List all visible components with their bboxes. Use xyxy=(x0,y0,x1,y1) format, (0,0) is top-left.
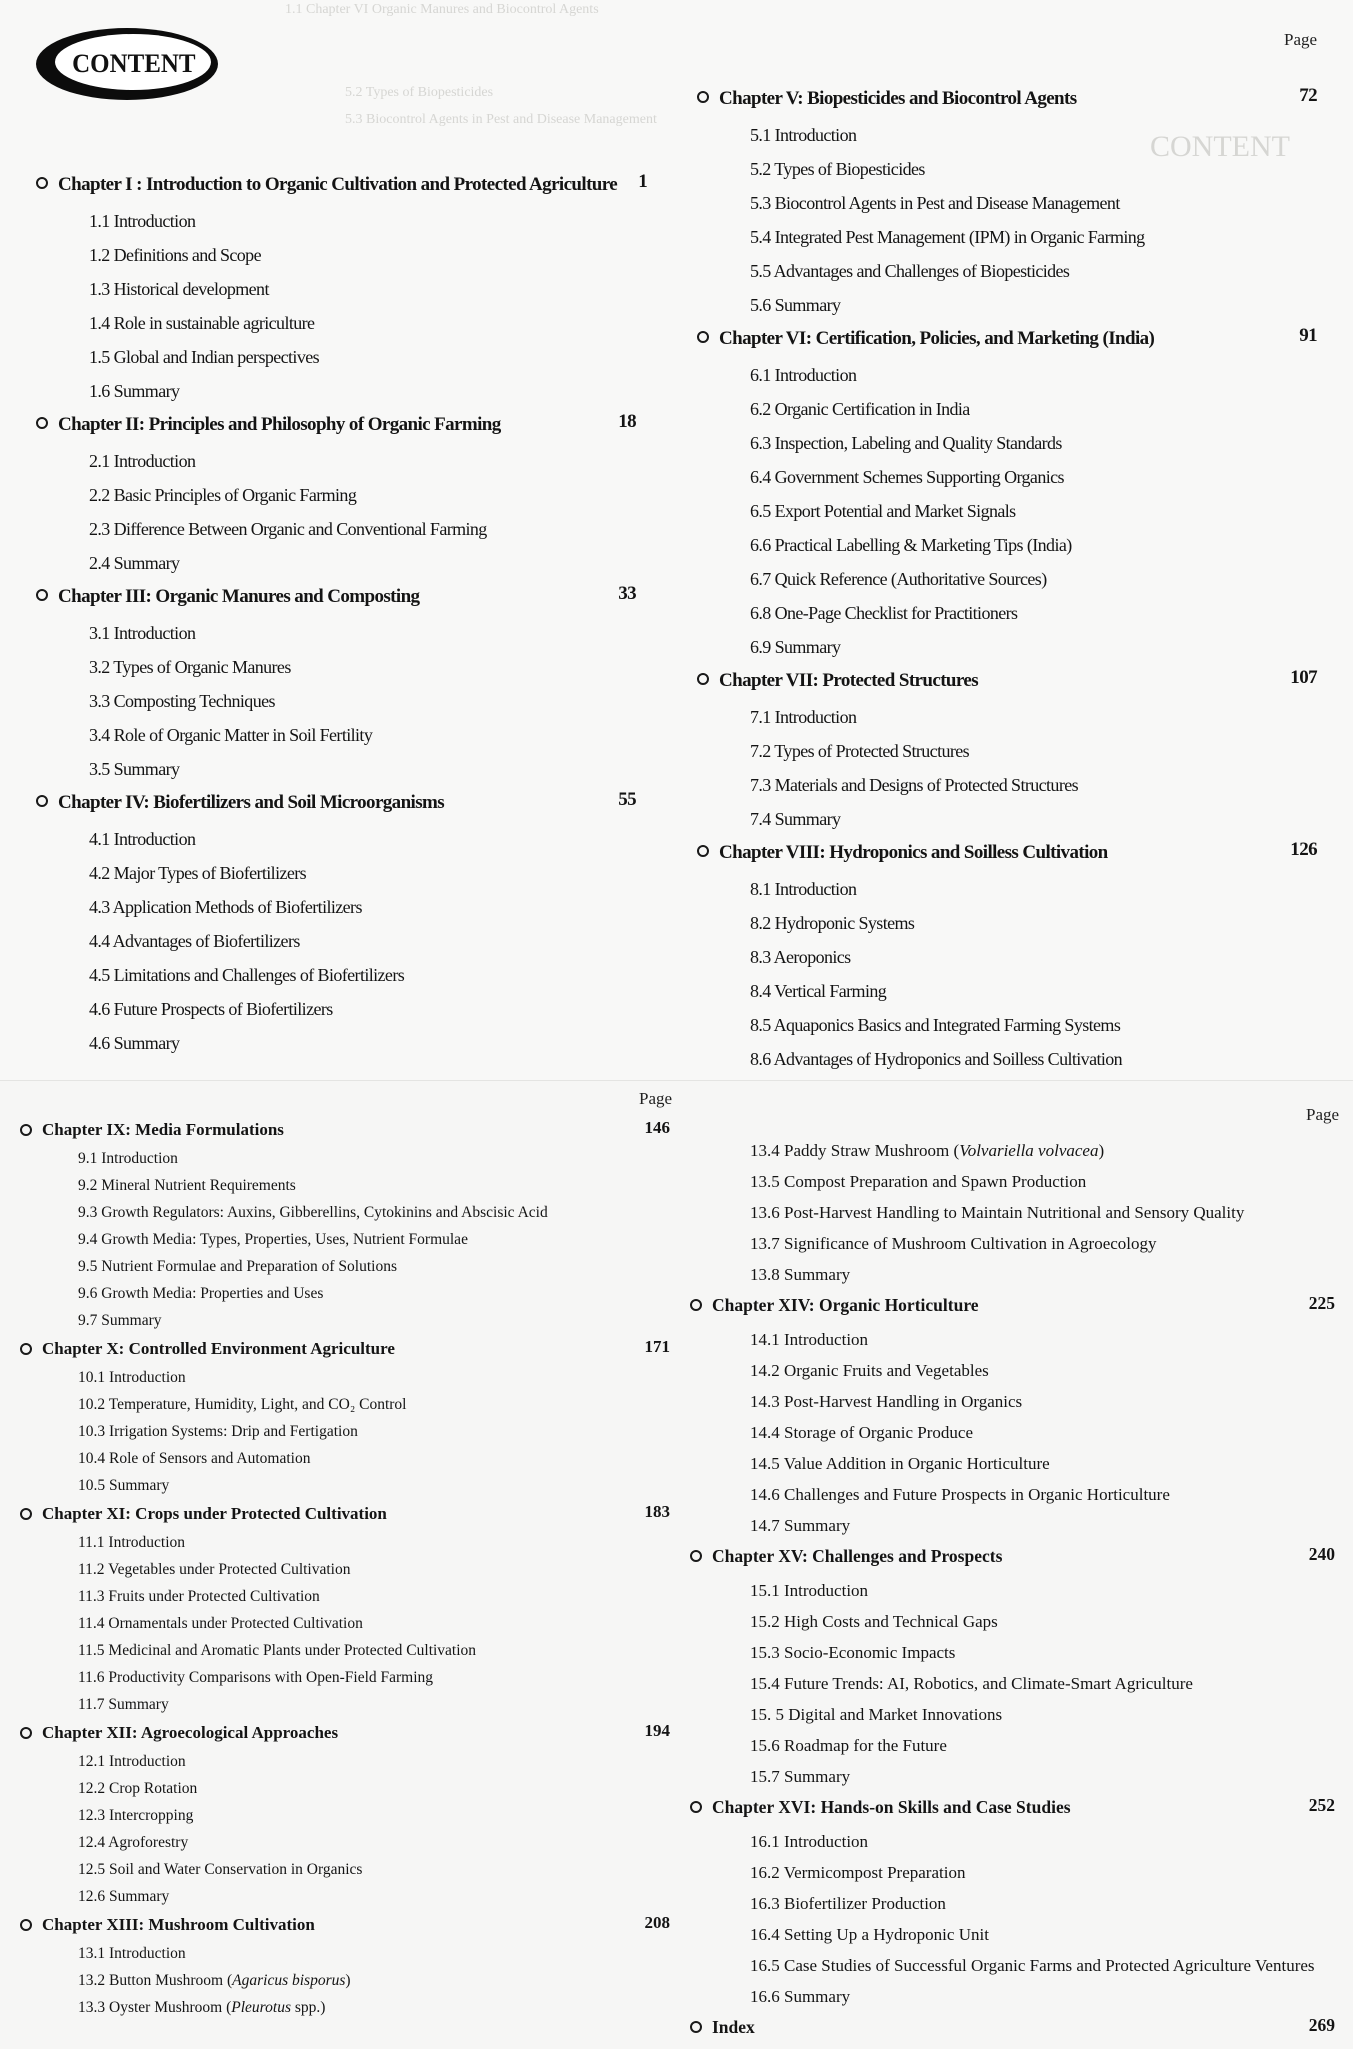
section-entry[interactable]: 14.5 Value Addition in Organic Horticulture xyxy=(750,1454,1050,1473)
section-entry[interactable]: 16.6 Summary xyxy=(750,1987,851,2006)
section-entry[interactable]: 13.1 Introduction xyxy=(78,1945,186,1962)
chapter-page-number: 1 xyxy=(638,171,648,192)
bullet-circle-icon xyxy=(20,1727,32,1739)
section-list xyxy=(20,1145,670,1334)
bullet-circle-icon xyxy=(20,1343,32,1355)
section-list xyxy=(20,1529,670,1718)
chapter-page-number: 33 xyxy=(618,583,636,604)
chapter-entry[interactable] xyxy=(697,667,1317,700)
chapter-title: Chapter X: Controlled Environment Agriculture xyxy=(42,1339,395,1358)
section-entry[interactable]: 15.7 Summary xyxy=(750,1767,851,1786)
chapter-entry[interactable] xyxy=(697,85,1317,118)
chapter-entry[interactable] xyxy=(36,789,636,822)
section-entry[interactable]: 11.4 Ornamentals under Protected Cultivation xyxy=(78,1615,363,1632)
section-list xyxy=(690,1324,1335,1541)
section-entry[interactable]: 12.2 Crop Rotation xyxy=(78,1780,198,1797)
section-list xyxy=(690,1135,1335,1290)
section-entry[interactable]: 6.5 Export Potential and Market Signals xyxy=(750,501,1016,521)
svg-text:CONTENT: CONTENT xyxy=(72,48,196,79)
section-entry[interactable]: 12.6 Summary xyxy=(78,1888,170,1905)
section-entry[interactable]: 5.2 Types of Biopesticides xyxy=(750,159,925,179)
section-entry[interactable]: 12.3 Intercropping xyxy=(78,1807,194,1824)
section-entry[interactable]: 4.6 Summary xyxy=(89,1033,180,1053)
section-entry[interactable]: 8.2 Hydroponic Systems xyxy=(750,913,915,933)
section-entry[interactable]: 16.2 Vermicompost Preparation xyxy=(750,1863,966,1882)
section-entry[interactable]: 15.6 Roadmap for the Future xyxy=(750,1736,947,1755)
chapter-entry[interactable] xyxy=(36,583,636,616)
chapter-title: Chapter III: Organic Manures and Composting xyxy=(58,586,420,607)
section-entry[interactable]: 8.3 Aeroponics xyxy=(750,947,851,967)
toc-column-bottom-right xyxy=(690,1135,1335,2046)
section-entry[interactable]: 10.3 Irrigation Systems: Drip and Fertigation xyxy=(78,1423,358,1440)
chapter-entry[interactable] xyxy=(697,325,1317,358)
section-entry[interactable]: 13.8 Summary xyxy=(750,1265,851,1284)
chapter-title: Chapter XIII: Mushroom Cultivation xyxy=(42,1915,315,1934)
section-list xyxy=(36,444,636,580)
section-entry[interactable]: 6.8 One-Page Checklist for Practitioners xyxy=(750,603,1018,623)
chapter-title: Chapter IV: Biofertilizers and Soil Microorganisms xyxy=(58,792,445,813)
section-entry[interactable]: 9.7 Summary xyxy=(78,1312,162,1329)
section-entry[interactable]: 14.2 Organic Fruits and Vegetables xyxy=(750,1361,989,1380)
section-entry[interactable]: 11.7 Summary xyxy=(78,1696,169,1713)
chapter-title: Chapter IX: Media Formulations xyxy=(42,1120,284,1139)
section-entry[interactable]: 1.4 Role in sustainable agriculture xyxy=(89,313,315,333)
bullet-circle-icon xyxy=(36,177,48,189)
section-entry[interactable]: 13.3 Oyster Mushroom (Pleurotus spp.) xyxy=(78,1999,326,2016)
section-entry[interactable]: 11.3 Fruits under Protected Cultivation xyxy=(78,1588,320,1605)
chapter-title: Chapter I : Introduction to Organic Cultivation and Protected Agriculture xyxy=(58,174,618,195)
section-list xyxy=(697,700,1317,836)
section-entry[interactable]: 11.2 Vegetables under Protected Cultivation xyxy=(78,1561,351,1578)
section-entry[interactable]: 1.5 Global and Indian perspectives xyxy=(89,347,320,367)
section-entry[interactable]: 9.1 Introduction xyxy=(78,1150,178,1167)
bullet-circle-icon xyxy=(36,795,48,807)
chapter-page-number: 240 xyxy=(1308,1544,1335,1564)
chapter-title: Chapter VIII: Hydroponics and Soilless Cultivation xyxy=(719,842,1108,863)
section-entry[interactable]: 1.1 Introduction xyxy=(89,211,196,231)
chapter-page-number: 18 xyxy=(618,411,636,432)
section-entry[interactable]: 6.1 Introduction xyxy=(750,365,857,385)
chapter-title: Chapter XIV: Organic Horticulture xyxy=(712,1295,979,1315)
section-entry[interactable]: 4.5 Limitations and Challenges of Biofertilizers xyxy=(89,965,405,985)
section-entry[interactable]: 5.3 Biocontrol Agents in Pest and Disease Management xyxy=(750,193,1120,213)
section-entry[interactable]: 3.1 Introduction xyxy=(89,623,196,643)
section-list xyxy=(697,358,1317,664)
chapter-entry[interactable] xyxy=(36,171,648,204)
page-column-label-bottom-left: Page xyxy=(639,1089,673,1108)
section-entry[interactable]: 16.1 Introduction xyxy=(750,1832,869,1851)
section-entry[interactable]: 5.1 Introduction xyxy=(750,125,857,145)
section-entry[interactable]: 10.1 Introduction xyxy=(78,1369,186,1386)
section-entry[interactable]: 8.1 Introduction xyxy=(750,879,857,899)
section-entry[interactable]: 15.4 Future Trends: AI, Robotics, and Climate-Smart Agriculture xyxy=(750,1674,1193,1693)
section-entry[interactable]: 6.3 Inspection, Labeling and Quality Standards xyxy=(750,433,1062,453)
bullet-circle-icon xyxy=(697,845,709,857)
section-entry[interactable]: 14.7 Summary xyxy=(750,1516,851,1535)
toc-column-bottom-left xyxy=(20,1115,670,2021)
chapter-entry[interactable] xyxy=(690,1795,1335,1826)
section-entry[interactable]: 13.5 Compost Preparation and Spawn Production xyxy=(750,1172,1087,1191)
bullet-circle-icon xyxy=(690,1550,702,1562)
section-entry[interactable]: 2.3 Difference Between Organic and Conventional Farming xyxy=(89,519,487,539)
chapter-page-number: 146 xyxy=(644,1118,670,1137)
bullet-circle-icon xyxy=(690,1299,702,1311)
section-list xyxy=(20,1364,670,1499)
section-entry[interactable]: 1.3 Historical development xyxy=(89,279,269,299)
section-entry[interactable]: 5.6 Summary xyxy=(750,295,841,315)
chapter-entry[interactable] xyxy=(690,1293,1335,1324)
section-entry[interactable]: 2.2 Basic Principles of Organic Farming xyxy=(89,485,357,505)
page-column-label-bottom-right: Page xyxy=(1306,1105,1340,1124)
section-list xyxy=(690,1826,1335,2012)
chapter-entry[interactable] xyxy=(20,1913,670,1940)
bullet-circle-icon xyxy=(36,589,48,601)
section-entry[interactable]: 15.2 High Costs and Technical Gaps xyxy=(750,1612,998,1631)
section-entry[interactable]: 12.1 Introduction xyxy=(78,1753,186,1770)
section-entry[interactable]: 6.6 Practical Labelling & Marketing Tips (India) xyxy=(750,535,1072,555)
chapter-title: Chapter XI: Crops under Protected Cultivation xyxy=(42,1504,387,1523)
bullet-circle-icon xyxy=(690,2021,702,2033)
section-entry[interactable]: 1.6 Summary xyxy=(89,381,180,401)
chapter-title: Chapter XV: Challenges and Prospects xyxy=(712,1546,1003,1566)
chapter-entry[interactable] xyxy=(690,1544,1335,1575)
section-entry[interactable]: 9.4 Growth Media: Types, Properties, Uses, Nutrient Formulae xyxy=(78,1231,468,1248)
section-entry[interactable]: 7.3 Materials and Designs of Protected Structures xyxy=(750,775,1079,795)
chapter-entry[interactable] xyxy=(697,839,1317,872)
section-entry[interactable]: 13.2 Button Mushroom (Agaricus bisporus) xyxy=(78,1972,351,1989)
section-entry[interactable]: 14.6 Challenges and Future Prospects in Organic Horticulture xyxy=(750,1485,1170,1504)
section-entry[interactable]: 5.5 Advantages and Challenges of Biopesticides xyxy=(750,261,1070,281)
bullet-circle-icon xyxy=(697,331,709,343)
chapter-title: Chapter V: Biopesticides and Biocontrol Agents xyxy=(719,88,1077,109)
section-entry[interactable]: 9.2 Mineral Nutrient Requirements xyxy=(78,1177,296,1194)
section-entry[interactable]: 13.7 Significance of Mushroom Cultivation in Agroecology xyxy=(750,1234,1157,1253)
section-entry[interactable]: 5.4 Integrated Pest Management (IPM) in Organic Farming xyxy=(750,227,1145,247)
section-entry[interactable]: 6.7 Quick Reference (Authoritative Sources) xyxy=(750,569,1047,589)
chapter-page-number: 91 xyxy=(1299,325,1317,346)
chapter-entry[interactable] xyxy=(690,2015,1335,2046)
chapter-entry[interactable] xyxy=(20,1337,670,1364)
bullet-circle-icon xyxy=(690,1801,702,1813)
section-entry[interactable]: 3.2 Types of Organic Manures xyxy=(89,657,291,677)
section-entry[interactable]: 13.6 Post-Harvest Handling to Maintain Nutritional and Sensory Quality xyxy=(750,1203,1245,1222)
section-entry[interactable]: 6.2 Organic Certification in India xyxy=(750,399,970,419)
section-entry[interactable]: 7.2 Types of Protected Structures xyxy=(750,741,970,761)
section-entry[interactable]: 7.1 Introduction xyxy=(750,707,857,727)
section-entry[interactable]: 11.1 Introduction xyxy=(78,1534,186,1551)
section-entry[interactable]: 8.4 Vertical Farming xyxy=(750,981,887,1001)
chapter-page-number: 208 xyxy=(644,1913,670,1932)
toc-column-top-left xyxy=(36,168,648,1060)
section-entry[interactable]: 14.3 Post-Harvest Handling in Organics xyxy=(750,1392,1023,1411)
section-entry[interactable]: 11.6 Productivity Comparisons with Open-Field Farming xyxy=(78,1669,434,1686)
section-entry[interactable]: 6.4 Government Schemes Supporting Organics xyxy=(750,467,1064,487)
bullet-circle-icon xyxy=(697,673,709,685)
section-entry[interactable]: 7.4 Summary xyxy=(750,809,841,829)
section-entry[interactable]: 4.1 Introduction xyxy=(89,829,196,849)
section-entry[interactable]: 10.2 Temperature, Humidity, Light, and CO₂ Control xyxy=(78,1396,407,1413)
section-entry[interactable]: 8.5 Aquaponics Basics and Integrated Farming Systems xyxy=(750,1015,1121,1035)
bullet-circle-icon xyxy=(20,1919,32,1931)
section-entry[interactable]: 12.5 Soil and Water Conservation in Organics xyxy=(78,1861,363,1878)
section-entry[interactable]: 3.3 Composting Techniques xyxy=(89,691,275,711)
section-entry[interactable]: 13.4 Paddy Straw Mushroom (Volvariella volvacea) xyxy=(750,1141,1105,1160)
toc-column-top-right xyxy=(697,82,1317,1144)
chapter-page-number: 183 xyxy=(644,1502,670,1521)
section-entry[interactable]: 11.5 Medicinal and Aromatic Plants under Protected Cultivation xyxy=(78,1642,477,1659)
bullet-circle-icon xyxy=(697,91,709,103)
section-entry[interactable]: 3.5 Summary xyxy=(89,759,180,779)
section-entry[interactable]: 4.6 Future Prospects of Biofertilizers xyxy=(89,999,333,1019)
content-logo xyxy=(34,26,220,102)
section-entry[interactable]: 9.5 Nutrient Formulae and Preparation of Solutions xyxy=(78,1258,397,1275)
chapter-entry[interactable] xyxy=(20,1721,670,1748)
section-entry[interactable]: 2.1 Introduction xyxy=(89,451,196,471)
chapter-title: Chapter XII: Agroecological Approaches xyxy=(42,1723,339,1742)
section-list xyxy=(20,1748,670,1910)
chapter-page-number: 171 xyxy=(644,1337,670,1356)
page-column-label: Page xyxy=(1284,30,1318,49)
bullet-circle-icon xyxy=(36,417,48,429)
chapter-title: Chapter VII: Protected Structures xyxy=(719,670,979,691)
toc-page-top: CONTENT Page 1.1 Chapter VI Organic Manures and Biocontrol Agents 5.2 Types of Biopesticides 5.3 Biocontrol Agents in Pest and Disease Management CONTENT Chapter I : Introduction to Organic Cultivation and Protected Agriculture 1 1.1 Introduction 1.2 Definitions and Scope 1.3 Historical development 1.4 Role in sustainable agriculture 1.5 Global and Indian perspectives 1.6 Summary Chapter II: Principles and Philosophy of Organic Farming 18 2.1 Introduction 2.2 Basic Principles of Organic Farming 2.3 Difference Between Organic and Conventional Farming 2.4 Summary Chapter III: Organic Manures and Composting 33 3.1 Introduction 3.2 Types of Organic Manures 3.3 Composting Techniques 3.4 Role of Organic Matter in Soil Fertility 3.5 Summary Chapter IV: Biofertilizers and Soil Microorganisms 55 4.1 Introduction 4.2 Major Types of Biofertilizers 4.3 Application Methods of Biofertilizers 4.4 Advantages of Biofertilizers 4.5 Limitations and Challenges of Biofertilizers 4.6 Future Prospects of Biofertilizers 4.6 Summary Chapter V: Biopesticides and Biocontrol Agents 72 5.1 Introduction 5.2 Types of Biopesticides 5.3 Biocontrol Agents in Pest and Disease Management 5.4 Integrated Pest Management (IPM) in Organic Farming 5.5 Advantages and Challenges of Biopesticides 5.6 Summary Chapter VI: Certification, Policies, and Marketing (India) 91 6.1 Introduction 6.2 Organic Certification in India 6.3 Inspection, Labeling and Quality Standards 6.4 Government Schemes Supporting Organics 6.5 Export Potential and Market Signals 6.6 Practical Labelling & Marketing Tips (India) 6.7 Quick Reference (Authoritative Sources) 6.8 One-Page Checklist for Practitioners 6.9 Summary Chapter VII: Protected Structures 107 7.1 Introduction 7.2 Types of Protected Structures 7.3 Materials and Designs of Protected Structures 7.4 Summary Chapter VIII: Hydroponics and Soilless Cultivation 126 8.1 Introduction 8.2 Hydroponic Systems 8.3 Aeroponics 8.4 Vertical Farming 8.5 Aquaponics Basics and Integrated Farming Systems 8.6 Advantages of Hydroponics and Soilless Cultivation xyxy=(0,0,1353,1080)
section-entry[interactable]: 4.2 Major Types of Biofertilizers xyxy=(89,863,307,883)
section-entry[interactable]: 9.6 Growth Media: Properties and Uses xyxy=(78,1285,324,1302)
section-entry[interactable]: 16.3 Biofertilizer Production xyxy=(750,1894,946,1913)
section-entry[interactable]: 3.4 Role of Organic Matter in Soil Fertility xyxy=(89,725,373,745)
bullet-circle-icon xyxy=(20,1124,32,1136)
section-list xyxy=(20,1940,670,2021)
chapter-entry[interactable] xyxy=(20,1118,670,1145)
chapter-title: Chapter XVI: Hands-on Skills and Case Studies xyxy=(712,1797,1071,1817)
chapter-page-number: 72 xyxy=(1299,85,1317,106)
section-entry[interactable]: 9.3 Growth Regulators: Auxins, Gibberellins, Cytokinins and Abscisic Acid xyxy=(78,1204,548,1221)
chapter-entry[interactable] xyxy=(20,1502,670,1529)
chapter-title: Chapter II: Principles and Philosophy of Organic Farming xyxy=(58,414,501,435)
section-entry[interactable]: 14.4 Storage of Organic Produce xyxy=(750,1423,973,1442)
section-entry[interactable]: 4.4 Advantages of Biofertilizers xyxy=(89,931,300,951)
section-entry[interactable]: 15. 5 Digital and Market Innovations xyxy=(750,1705,1003,1724)
toc-page-bottom xyxy=(0,1080,1353,2049)
section-entry[interactable]: 16.5 Case Studies of Successful Organic Farms and Protected Agriculture Ventures xyxy=(750,1956,1315,1975)
chapter-page-number: 225 xyxy=(1308,1293,1335,1313)
section-entry[interactable]: 16.4 Setting Up a Hydroponic Unit xyxy=(750,1925,989,1944)
chapter-page-number: 107 xyxy=(1290,667,1317,688)
section-list xyxy=(690,1575,1335,1792)
section-entry[interactable]: 10.4 Role of Sensors and Automation xyxy=(78,1450,311,1467)
section-entry[interactable]: 15.3 Socio-Economic Impacts xyxy=(750,1643,956,1662)
section-entry[interactable]: 15.1 Introduction xyxy=(750,1581,869,1600)
chapter-page-number: 126 xyxy=(1290,839,1317,860)
section-entry[interactable]: 6.9 Summary xyxy=(750,637,841,657)
section-entry[interactable]: 2.4 Summary xyxy=(89,553,180,573)
chapter-page-number: 269 xyxy=(1308,2015,1335,2035)
chapter-page-number: 55 xyxy=(618,789,636,810)
content-logo-icon xyxy=(34,26,220,102)
section-entry[interactable]: 10.5 Summary xyxy=(78,1477,170,1494)
section-entry[interactable]: 1.2 Definitions and Scope xyxy=(89,245,261,265)
chapter-title: Index xyxy=(712,2017,755,2037)
chapter-page-number: 194 xyxy=(644,1721,670,1740)
section-list xyxy=(36,204,636,408)
section-entry[interactable]: 12.4 Agroforestry xyxy=(78,1834,189,1851)
chapter-entry[interactable] xyxy=(36,411,636,444)
section-list xyxy=(36,822,636,1060)
chapter-page-number: 252 xyxy=(1308,1795,1335,1815)
section-entry[interactable]: 4.3 Application Methods of Biofertilizers xyxy=(89,897,362,917)
bullet-circle-icon xyxy=(20,1508,32,1520)
section-entry[interactable]: 8.6 Advantages of Hydroponics and Soilless Cultivation xyxy=(750,1049,1123,1069)
section-list xyxy=(36,616,636,786)
section-list xyxy=(697,118,1317,322)
section-entry[interactable]: 14.1 Introduction xyxy=(750,1330,869,1349)
chapter-title: Chapter VI: Certification, Policies, and Marketing (India) xyxy=(719,328,1155,349)
